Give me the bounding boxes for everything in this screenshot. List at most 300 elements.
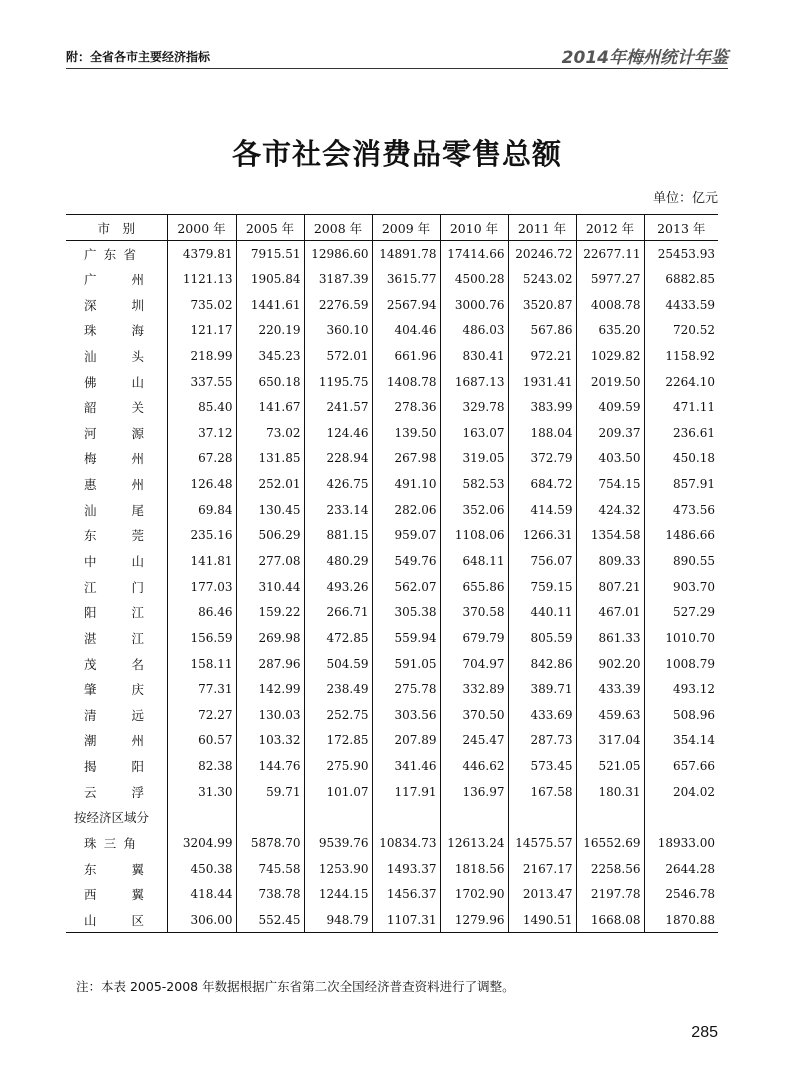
- row-label-char: 角: [123, 836, 136, 852]
- row-label: [66, 625, 167, 651]
- row-label-text: [84, 911, 144, 929]
- value-cell: 1668.08: [576, 907, 644, 933]
- value-cell: 493.26: [304, 574, 372, 600]
- value-cell: [304, 805, 372, 831]
- row-label-char: 东: [103, 246, 117, 262]
- value-cell: 473.56: [644, 497, 718, 523]
- table-body: [66, 241, 718, 933]
- value-cell: 12613.24: [440, 830, 508, 856]
- row-label: [66, 779, 167, 805]
- value-cell: 167.58: [508, 779, 576, 805]
- row-label-char: 珠: [84, 836, 97, 852]
- value-cell: 3187.39: [304, 266, 372, 292]
- row-label-char: 梅: [84, 451, 97, 467]
- value-cell: 59.71: [236, 779, 304, 805]
- value-cell: 14891.78: [372, 241, 440, 267]
- value-cell: 332.89: [440, 676, 508, 702]
- column-header-year: 2000 年: [167, 215, 236, 241]
- value-cell: 177.03: [167, 574, 236, 600]
- footnote: 注：本表 2005-2008 年数据根据广东省第二次全国经济普查资料进行了调整。: [76, 979, 515, 994]
- value-cell: 241.57: [304, 394, 372, 420]
- row-label-char: 汕: [84, 502, 97, 518]
- value-cell: 101.07: [304, 779, 372, 805]
- value-cell: 418.44: [167, 882, 236, 908]
- value-cell: 141.67: [236, 394, 304, 420]
- value-cell: 759.15: [508, 574, 576, 600]
- row-label-text: [84, 834, 136, 852]
- value-cell: 220.19: [236, 317, 304, 343]
- table-row: [66, 241, 718, 267]
- value-cell: 2019.50: [576, 369, 644, 395]
- table-row: [66, 728, 718, 754]
- row-label: [66, 574, 167, 600]
- value-cell: [372, 805, 440, 831]
- row-label-char: 东: [84, 861, 97, 877]
- value-cell: 754.15: [576, 471, 644, 497]
- value-cell: 504.59: [304, 651, 372, 677]
- row-label-char: 广: [84, 271, 97, 287]
- row-label-text: [84, 731, 144, 749]
- value-cell: 1195.75: [304, 369, 372, 395]
- row-label-text: [84, 860, 144, 878]
- value-cell: 267.98: [372, 446, 440, 472]
- table-row: [66, 420, 718, 446]
- row-label-char: 名: [131, 656, 144, 672]
- row-label: [66, 753, 167, 779]
- value-cell: 756.07: [508, 548, 576, 574]
- value-cell: 3000.76: [440, 292, 508, 318]
- value-cell: 486.03: [440, 317, 508, 343]
- row-label-text: [84, 475, 144, 493]
- value-cell: 446.62: [440, 753, 508, 779]
- value-cell: 409.59: [576, 394, 644, 420]
- row-label: [66, 471, 167, 497]
- value-cell: [236, 805, 304, 831]
- value-cell: 1107.31: [372, 907, 440, 933]
- row-label: [66, 702, 167, 728]
- value-cell: 180.31: [576, 779, 644, 805]
- row-label-char: 阳: [84, 605, 97, 621]
- row-label-char: 河: [84, 425, 97, 441]
- value-cell: 317.04: [576, 728, 644, 754]
- value-cell: 1702.90: [440, 882, 508, 908]
- value-cell: 5878.70: [236, 830, 304, 856]
- value-cell: 310.44: [236, 574, 304, 600]
- column-header-year: 2008 年: [304, 215, 372, 241]
- value-cell: 704.97: [440, 651, 508, 677]
- value-cell: 414.59: [508, 497, 576, 523]
- value-cell: 881.15: [304, 523, 372, 549]
- row-label-char: 珠: [84, 323, 97, 339]
- value-cell: 549.76: [372, 548, 440, 574]
- column-header-region: 市 别: [66, 215, 167, 241]
- value-cell: [576, 805, 644, 831]
- value-cell: 3615.77: [372, 266, 440, 292]
- value-cell: 117.91: [372, 779, 440, 805]
- value-cell: 655.86: [440, 574, 508, 600]
- value-cell: 809.33: [576, 548, 644, 574]
- value-cell: 275.90: [304, 753, 372, 779]
- row-label-char: 深: [84, 297, 97, 313]
- column-header-year: 2010 年: [440, 215, 508, 241]
- value-cell: 1493.37: [372, 856, 440, 882]
- value-cell: 303.56: [372, 702, 440, 728]
- value-cell: 1266.31: [508, 523, 576, 549]
- value-cell: 319.05: [440, 446, 508, 472]
- row-label: [66, 497, 167, 523]
- retail-sales-table: [66, 214, 718, 933]
- row-label: [66, 317, 167, 343]
- value-cell: 5977.27: [576, 266, 644, 292]
- row-label-char: 韶: [84, 400, 97, 416]
- value-cell: 2013.47: [508, 882, 576, 908]
- value-cell: 72.27: [167, 702, 236, 728]
- value-cell: 842.86: [508, 651, 576, 677]
- value-cell: 329.78: [440, 394, 508, 420]
- row-label: [66, 728, 167, 754]
- table-row: [66, 574, 718, 600]
- value-cell: 591.05: [372, 651, 440, 677]
- row-label: [66, 343, 167, 369]
- value-cell: 508.96: [644, 702, 718, 728]
- table-row: [66, 702, 718, 728]
- value-cell: 1931.41: [508, 369, 576, 395]
- value-cell: [167, 805, 236, 831]
- value-cell: 172.85: [304, 728, 372, 754]
- value-cell: 17414.66: [440, 241, 508, 267]
- row-label-text: [74, 808, 149, 826]
- value-cell: 287.73: [508, 728, 576, 754]
- page-number: 285: [691, 1024, 718, 1041]
- row-label-text: [84, 321, 144, 339]
- value-cell: 10834.73: [372, 830, 440, 856]
- value-cell: 506.29: [236, 523, 304, 549]
- table-row: [66, 394, 718, 420]
- value-cell: 2567.94: [372, 292, 440, 318]
- value-cell: 3520.87: [508, 292, 576, 318]
- value-cell: 2276.59: [304, 292, 372, 318]
- value-cell: 433.69: [508, 702, 576, 728]
- value-cell: 1490.51: [508, 907, 576, 933]
- value-cell: 144.76: [236, 753, 304, 779]
- table-row: [66, 471, 718, 497]
- table-row: [66, 676, 718, 702]
- value-cell: 2546.78: [644, 882, 718, 908]
- row-label-text: [84, 552, 144, 570]
- table-row: [66, 266, 718, 292]
- row-label: [66, 676, 167, 702]
- value-cell: 305.38: [372, 599, 440, 625]
- row-label-char: 湛: [84, 630, 97, 646]
- row-label: [66, 830, 167, 856]
- row-label-text: [84, 424, 144, 442]
- row-label: [66, 394, 167, 420]
- value-cell: 354.14: [644, 728, 718, 754]
- value-cell: 1818.56: [440, 856, 508, 882]
- value-cell: 124.46: [304, 420, 372, 446]
- row-label-char: 莞: [131, 528, 144, 544]
- value-cell: 661.96: [372, 343, 440, 369]
- row-label-char: 区: [131, 912, 144, 928]
- value-cell: 16552.69: [576, 830, 644, 856]
- table-row: [66, 599, 718, 625]
- value-cell: 282.06: [372, 497, 440, 523]
- value-cell: 278.36: [372, 394, 440, 420]
- value-cell: 337.55: [167, 369, 236, 395]
- value-cell: 1354.58: [576, 523, 644, 549]
- table-row: [66, 446, 718, 472]
- value-cell: 573.45: [508, 753, 576, 779]
- unit-label: 单位：亿元: [652, 191, 718, 206]
- table-row: [66, 753, 718, 779]
- row-label-text: [84, 526, 144, 544]
- value-cell: 903.70: [644, 574, 718, 600]
- row-label-char: 按经济区域分: [74, 810, 150, 826]
- value-cell: 567.86: [508, 317, 576, 343]
- row-label-text: [84, 373, 144, 391]
- value-cell: 130.03: [236, 702, 304, 728]
- value-cell: 370.50: [440, 702, 508, 728]
- value-cell: 85.40: [167, 394, 236, 420]
- row-label-char: 西: [84, 887, 97, 903]
- row-label-text: [84, 501, 144, 519]
- value-cell: 857.91: [644, 471, 718, 497]
- value-cell: 352.06: [440, 497, 508, 523]
- column-header-year: 2012 年: [576, 215, 644, 241]
- value-cell: 77.31: [167, 676, 236, 702]
- row-label: [66, 523, 167, 549]
- value-cell: 493.12: [644, 676, 718, 702]
- row-label-char: 惠: [84, 477, 97, 493]
- value-cell: 521.05: [576, 753, 644, 779]
- value-cell: 141.81: [167, 548, 236, 574]
- row-label-text: [84, 757, 144, 775]
- value-cell: 252.01: [236, 471, 304, 497]
- value-cell: 1108.06: [440, 523, 508, 549]
- row-label-char: 庆: [131, 682, 144, 698]
- row-label-char: 关: [131, 400, 144, 416]
- row-label-text: [84, 706, 144, 724]
- value-cell: 735.02: [167, 292, 236, 318]
- column-header-year: 2011 年: [508, 215, 576, 241]
- row-label-text: [84, 296, 144, 314]
- row-label: [66, 548, 167, 574]
- value-cell: 14575.57: [508, 830, 576, 856]
- value-cell: 657.66: [644, 753, 718, 779]
- row-label: [66, 907, 167, 933]
- value-cell: 433.39: [576, 676, 644, 702]
- row-label-text: [84, 603, 144, 621]
- table-row: [66, 856, 718, 882]
- value-cell: [508, 805, 576, 831]
- row-label-char: 圳: [131, 297, 144, 313]
- value-cell: 130.45: [236, 497, 304, 523]
- row-label-text: [84, 885, 144, 903]
- value-cell: 403.50: [576, 446, 644, 472]
- row-label: [66, 241, 167, 267]
- row-label: [66, 369, 167, 395]
- row-label-char: 阳: [131, 759, 144, 775]
- table-row: [66, 523, 718, 549]
- value-cell: 679.79: [440, 625, 508, 651]
- value-cell: 1408.78: [372, 369, 440, 395]
- row-label-char: 清: [84, 707, 97, 723]
- value-cell: 207.89: [372, 728, 440, 754]
- value-cell: 277.08: [236, 548, 304, 574]
- value-cell: 1456.37: [372, 882, 440, 908]
- table-header-row: [66, 215, 718, 241]
- value-cell: 4500.28: [440, 266, 508, 292]
- running-header-book-title: 2014年梅州统计年鉴: [561, 48, 728, 68]
- column-header-year: 2005 年: [236, 215, 304, 241]
- value-cell: 830.41: [440, 343, 508, 369]
- row-label-char: 翼: [131, 861, 144, 877]
- value-cell: 426.75: [304, 471, 372, 497]
- value-cell: 37.12: [167, 420, 236, 446]
- table-row: [66, 830, 718, 856]
- header-rule: [66, 68, 728, 69]
- value-cell: 204.02: [644, 779, 718, 805]
- row-label-char: 海: [131, 323, 144, 339]
- row-label-char: 州: [131, 271, 144, 287]
- row-label-text: [84, 578, 144, 596]
- row-label: [66, 856, 167, 882]
- value-cell: 1870.88: [644, 907, 718, 933]
- value-cell: 236.61: [644, 420, 718, 446]
- value-cell: 370.58: [440, 599, 508, 625]
- value-cell: 4379.81: [167, 241, 236, 267]
- table-row: [66, 548, 718, 574]
- value-cell: 245.47: [440, 728, 508, 754]
- value-cell: 103.32: [236, 728, 304, 754]
- row-label: [66, 882, 167, 908]
- row-label-char: 山: [131, 554, 144, 569]
- value-cell: 738.78: [236, 882, 304, 908]
- value-cell: 459.63: [576, 702, 644, 728]
- row-label-char: 远: [131, 707, 144, 723]
- value-cell: 159.22: [236, 599, 304, 625]
- value-cell: 648.11: [440, 548, 508, 574]
- value-cell: 67.28: [167, 446, 236, 472]
- value-cell: 635.20: [576, 317, 644, 343]
- value-cell: 266.71: [304, 599, 372, 625]
- row-label-char: 茂: [84, 656, 97, 672]
- row-label-char: 江: [131, 605, 144, 621]
- value-cell: 233.14: [304, 497, 372, 523]
- row-label-char: 省: [123, 246, 136, 262]
- row-label-char: 潮: [84, 733, 97, 749]
- column-header-year: 2013 年: [644, 215, 718, 241]
- value-cell: 218.99: [167, 343, 236, 369]
- value-cell: 948.79: [304, 907, 372, 933]
- value-cell: 372.79: [508, 446, 576, 472]
- row-label-char: 东: [84, 528, 97, 544]
- row-label: [66, 420, 167, 446]
- value-cell: 18933.00: [644, 830, 718, 856]
- table-row: [66, 779, 718, 805]
- value-cell: 126.48: [167, 471, 236, 497]
- value-cell: 471.11: [644, 394, 718, 420]
- value-cell: 341.46: [372, 753, 440, 779]
- value-cell: 188.04: [508, 420, 576, 446]
- row-label-char: 肇: [84, 682, 97, 698]
- value-cell: 228.94: [304, 446, 372, 472]
- table-row: [66, 292, 718, 318]
- value-cell: 31.30: [167, 779, 236, 805]
- row-label-char: 山: [84, 912, 97, 928]
- row-label-char: 江: [84, 579, 97, 595]
- value-cell: 2167.17: [508, 856, 576, 882]
- value-cell: [644, 805, 718, 831]
- value-cell: 383.99: [508, 394, 576, 420]
- value-cell: 142.99: [236, 676, 304, 702]
- value-cell: 424.32: [576, 497, 644, 523]
- value-cell: 69.84: [167, 497, 236, 523]
- value-cell: 972.21: [508, 343, 576, 369]
- value-cell: 1279.96: [440, 907, 508, 933]
- row-label-char: 翼: [131, 887, 144, 903]
- value-cell: 1905.84: [236, 266, 304, 292]
- value-cell: 25453.93: [644, 241, 718, 267]
- value-cell: 2258.56: [576, 856, 644, 882]
- value-cell: 235.16: [167, 523, 236, 549]
- value-cell: 360.10: [304, 317, 372, 343]
- value-cell: 572.01: [304, 343, 372, 369]
- value-cell: 805.59: [508, 625, 576, 651]
- value-cell: 902.20: [576, 651, 644, 677]
- value-cell: 450.18: [644, 446, 718, 472]
- row-label-char: 州: [131, 451, 144, 467]
- value-cell: 2644.28: [644, 856, 718, 882]
- table-title: 各市社会消费品零售总额: [231, 137, 562, 171]
- value-cell: 73.02: [236, 420, 304, 446]
- value-cell: 5243.02: [508, 266, 576, 292]
- value-cell: 3204.99: [167, 830, 236, 856]
- value-cell: 4433.59: [644, 292, 718, 318]
- row-label-char: 尾: [131, 502, 144, 518]
- row-label: [66, 805, 167, 831]
- row-label: [66, 651, 167, 677]
- value-cell: 472.85: [304, 625, 372, 651]
- value-cell: 1158.92: [644, 343, 718, 369]
- value-cell: 861.33: [576, 625, 644, 651]
- value-cell: 252.75: [304, 702, 372, 728]
- row-label-text: [84, 347, 144, 365]
- row-label-text: [84, 629, 144, 647]
- row-label: [66, 266, 167, 292]
- value-cell: 9539.76: [304, 830, 372, 856]
- row-label-char: 揭: [84, 759, 97, 775]
- row-label-char: 山: [131, 374, 144, 390]
- table-row: [66, 651, 718, 677]
- row-label-text: [84, 655, 144, 673]
- value-cell: 440.11: [508, 599, 576, 625]
- row-label-text: [84, 783, 144, 801]
- value-cell: 156.59: [167, 625, 236, 651]
- table-row: [66, 625, 718, 651]
- value-cell: 275.78: [372, 676, 440, 702]
- row-label-char: 中: [84, 554, 97, 569]
- row-label: [66, 599, 167, 625]
- value-cell: 7915.51: [236, 241, 304, 267]
- row-label-text: [84, 398, 144, 416]
- value-cell: 12986.60: [304, 241, 372, 267]
- value-cell: 582.53: [440, 471, 508, 497]
- value-cell: 82.38: [167, 753, 236, 779]
- value-cell: 2264.10: [644, 369, 718, 395]
- value-cell: 238.49: [304, 676, 372, 702]
- value-cell: 807.21: [576, 574, 644, 600]
